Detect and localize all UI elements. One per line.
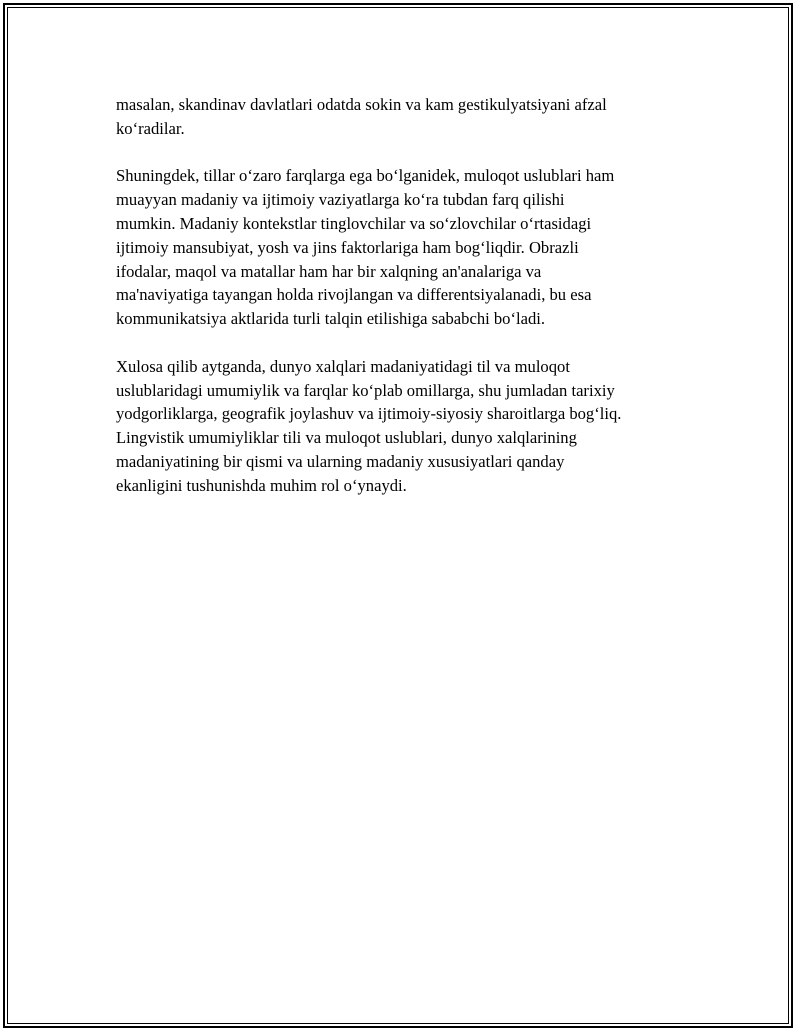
text-line: Shuningdek, tillar oʻzaro farqlarga ega boʻlganidek, muloqot uslublari ham — [116, 166, 615, 186]
text-line: ijtimoiy mansubiyat, yosh va jins faktorlariga ham bogʻliqdir. Obrazli — [116, 237, 579, 257]
text-line: koʻradilar. — [116, 118, 185, 138]
text-line: Lingvistik umumiyliklar tili va muloqot uslublari, dunyo xalqlarining — [116, 428, 577, 448]
text-line: ifodalar, maqol va matallar ham har bir xalqning an'analariga va — [116, 261, 542, 281]
text-line: masalan, skandinav davlatlari odatda sokin va kam gestikulyatsiyani afzal — [116, 95, 607, 114]
text-line: madaniyatining bir qismi va ularning madaniy xususiyatlari qanday — [116, 451, 565, 471]
text-line: yodgorliklarga, geografik joylashuv va ijtimoiy-siyosiy sharoitlarga bogʻliq. — [116, 404, 622, 424]
text-line: muayyan madaniy va ijtimoiy vaziyatlarga koʻra tubdan farq qilishi — [116, 190, 565, 210]
text-line: ekanligini tushunishda muhim rol oʻynaydi. — [116, 475, 407, 495]
document-body — [116, 93, 696, 521]
text-line: ma'naviyatiga tayangan holda rivojlangan va differentsiyalanadi, bu esa — [116, 285, 592, 305]
paragraph-1 — [116, 93, 696, 141]
text-line: Xulosa qilib aytganda, dunyo xalqlari madaniyatidagi til va muloqot — [116, 356, 570, 376]
text-line: kommunikatsiya aktlarida turli talqin etilishiga sababchi boʻladi. — [116, 309, 546, 329]
paragraph-3 — [116, 355, 696, 498]
text-line: uslublaridagi umumiylik va farqlar koʻplab omillarga, shu jumladan tarixiy — [116, 380, 615, 400]
paragraph-2 — [116, 164, 696, 331]
text-line: mumkin. Madaniy kontekstlar tinglovchilar va soʻzlovchilar oʻrtasidagi — [116, 213, 592, 233]
